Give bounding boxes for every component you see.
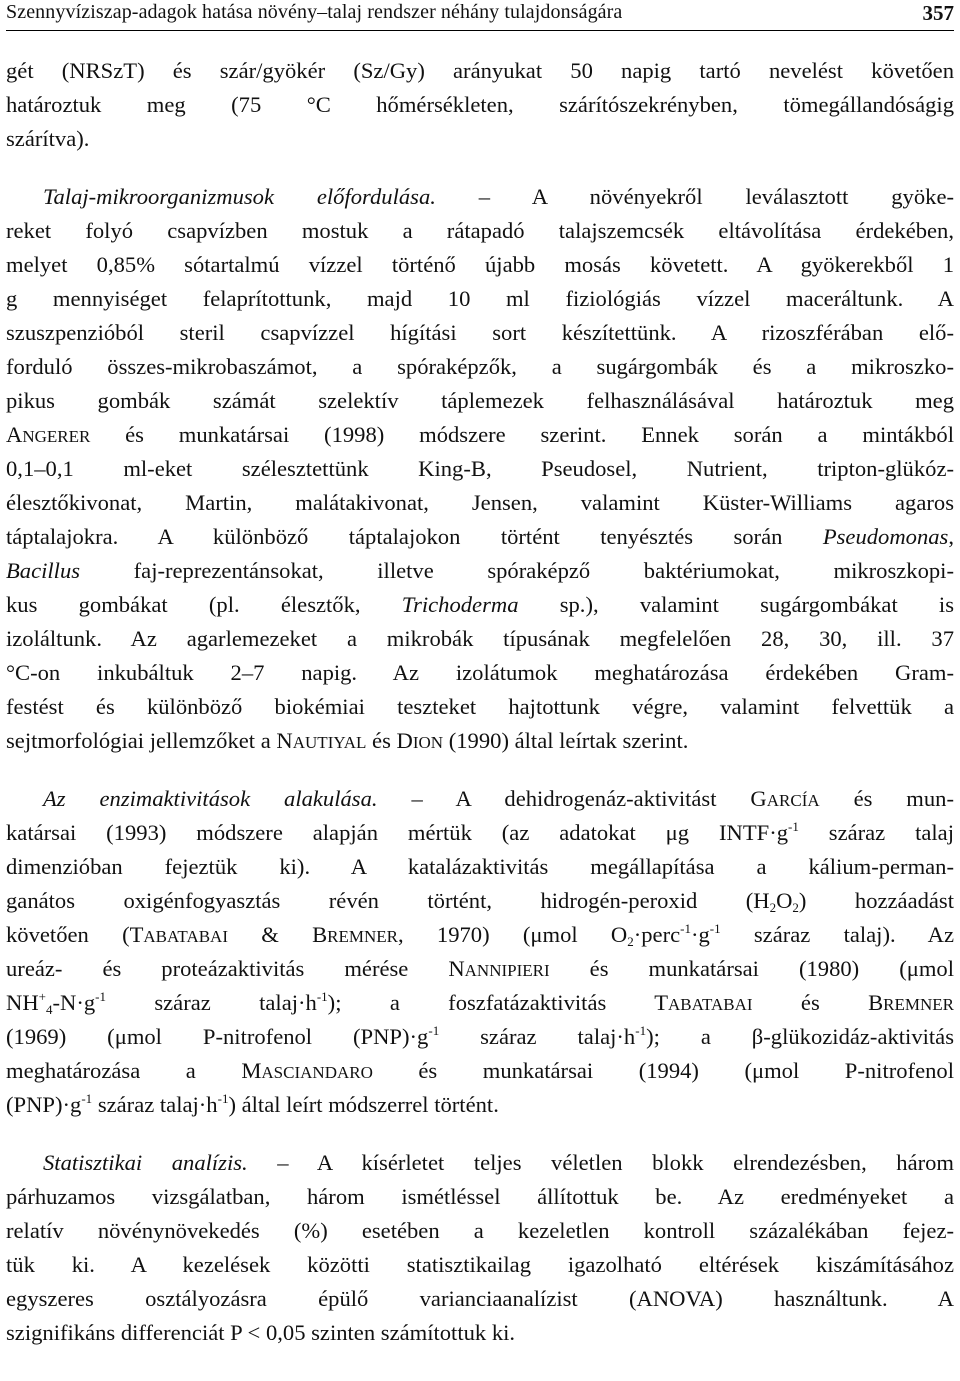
text-line: szignifikáns differenciát P < 0,05 szinten számítottuk ki. xyxy=(6,1320,516,1345)
text-line: 0,1–0,1 ml-eket szélesztettünk King-B, Pseudosel, Nutrient, tripton-glükóz- xyxy=(6,456,954,481)
text-line: határoztuk meg (75 °C hőmérsékleten, szárítószekrényben, tömegállandóságig xyxy=(6,92,954,117)
text-line: ureáz- és proteázaktivitás mérése NANNIPIERI és munkatársai (1980) (μmol xyxy=(6,956,954,981)
genus-name: Bacillus xyxy=(6,558,81,583)
text-line: $NH^+_4-N\cdot g^{-1}$ száraz $talaj\cdot h^{-1}$); a foszfatázaktivitás TABATABAI és BREMNER xyxy=(6,989,955,1017)
page-number: 357 xyxy=(922,1,954,25)
section-heading-enzyme: Az enzimaktivitások alakulása. xyxy=(43,786,378,811)
text-line: °C-on inkubáltuk 2–7 napig. Az izolátumok meghatározása érdekében Gram- xyxy=(6,660,954,685)
intro-paragraph xyxy=(6,54,954,156)
enzyme-paragraph xyxy=(6,782,954,1122)
author-name: ANGERER xyxy=(6,422,91,447)
text-line: $(PNP)\cdot g^{-1}$ száraz $talaj\cdot h^{-1}$) által leírt módszerrel történt. xyxy=(6,1091,499,1117)
text-line: ganátos oxigénfogyasztás révén történt, hidrogén-peroxid $(H_2O_2)$ hozzáadást xyxy=(6,888,954,915)
running-title: Szennyvíziszap-adagok hatása növény–talaj rendszer néhány tulajdonságára xyxy=(6,1,623,23)
text-line: követően (TABATABAI & BREMNER, 1970) (μmol $O_2\cdot perc^{-1}\cdot g^{-1}$ száraz talaj). Az xyxy=(6,921,954,949)
text-line: relatív növénynövekedés (%) esetében a kezeletlen kontroll százalékában fejez- xyxy=(6,1218,954,1243)
author-name: GARCÍA xyxy=(750,786,820,811)
text-line: gét (NRSzT) és szár/gyökér (Sz/Gy) arányukat 50 napig tartó nevelést követően xyxy=(6,58,954,83)
text-line: dimenzióban fejeztük ki). A katalázaktivitás megállapítása a kálium-perman- xyxy=(6,854,954,879)
text-line: Bacillus faj-reprezentánsokat, illetve spóraképző baktériumokat, mikroszkopi- xyxy=(6,558,954,583)
text-line: (1969) (μmol P-nitrofenol $(PNP)\cdot g^{-1}$ száraz $talaj\cdot h^{-1}$); a β-glükozidáz-aktivitás xyxy=(6,1023,955,1049)
text-line: párhuzamos vizsgálatban, három ismétléssel állítottuk be. Az eredményeket a xyxy=(6,1184,954,1209)
text-line: tük ki. A kezelések közötti statisztikailag igazolható eltérések kiszámításához xyxy=(6,1252,954,1277)
text-line: melyet 0,85% sótartalmú vízzel történő újabb mosás követett. A gyökerekből 1 xyxy=(6,252,954,277)
text-line: g mennyiséget felaprítottunk, majd 10 ml fiziológiás vízzel maceráltunk. A xyxy=(6,286,954,311)
microorganisms-paragraph xyxy=(6,180,954,758)
genus-name: Trichoderma xyxy=(401,592,519,617)
text-line: szárítva). xyxy=(6,126,90,151)
text-line: élesztőkivonat, Martin, malátakivonat, Jensen, valamint Küster-Williams agaros xyxy=(6,490,954,515)
running-header xyxy=(6,0,954,31)
text-line: ANGERER és munkatársai (1998) módszere szerint. Ennek során a mintákból xyxy=(6,422,954,447)
text-line: kus gombákat (pl. élesztők, Trichoderma sp.), valamint sugárgombákat is xyxy=(6,592,954,617)
text-line: katársai (1993) módszere alapján mértük (az adatokat μg $INTF\cdot g^{-1}$ száraz talaj xyxy=(6,819,954,845)
section-heading-micro: Talaj-mikroorganizmusok előfordulása. xyxy=(43,184,436,209)
page-body xyxy=(6,54,954,1350)
text-line: reket folyó csapvízben mostuk a rátapadó talajszemcsék eltávolítása érdekében, xyxy=(6,218,954,243)
author-name: DION xyxy=(396,728,444,753)
text-line: táptalajokra. A különböző táptalajokon történt tenyésztés során Pseudomonas, xyxy=(6,524,954,549)
text-line: sejtmorfológiai jellemzőket a NAUTIYAL és DION (1990) által leírtak szerint. xyxy=(6,728,689,753)
text-line: meghatározása a MASCIANDARO és munkatársai (1994) (μmol P-nitrofenol xyxy=(6,1058,954,1083)
text-line: Az enzimaktivitások alakulása. – A dehidrogenáz-aktivitást GARCÍA és mun- xyxy=(43,786,954,811)
text-line: forduló összes-mikrobaszámot, a spóraképzők, a sugárgombák és a mikroszko- xyxy=(6,354,954,379)
text-line: Talaj-mikroorganizmusok előfordulása. – A növényekről leválasztott gyöke- xyxy=(43,184,954,209)
genus-name: Pseudomonas xyxy=(822,524,949,549)
section-heading-stats: Statisztikai analízis. xyxy=(43,1150,248,1175)
text-line: pikus gombák számát szelektív táplemezek felhasználásával határoztuk meg xyxy=(6,388,954,413)
text-line: szuszpenzióból steril csapvízzel hígítási sort készítettünk. A rizoszférában elő- xyxy=(6,320,954,345)
statistics-paragraph xyxy=(6,1146,954,1350)
author-name: NAUTIYAL xyxy=(276,728,367,753)
text-line: izoláltunk. Az agarlemezeket a mikrobák típusának megfelelően 28, 30, ill. 37 xyxy=(6,626,954,651)
text-line: festést és különböző biokémiai teszteket hajtottunk végre, valamint felvettük a xyxy=(6,694,954,719)
text-line: egyszeres osztályozásra épülő varianciaanalízist (ANOVA) használtunk. A xyxy=(6,1286,954,1311)
text-line: Statisztikai analízis. – A kísérletet teljes véletlen blokk elrendezésben, három xyxy=(43,1150,954,1175)
